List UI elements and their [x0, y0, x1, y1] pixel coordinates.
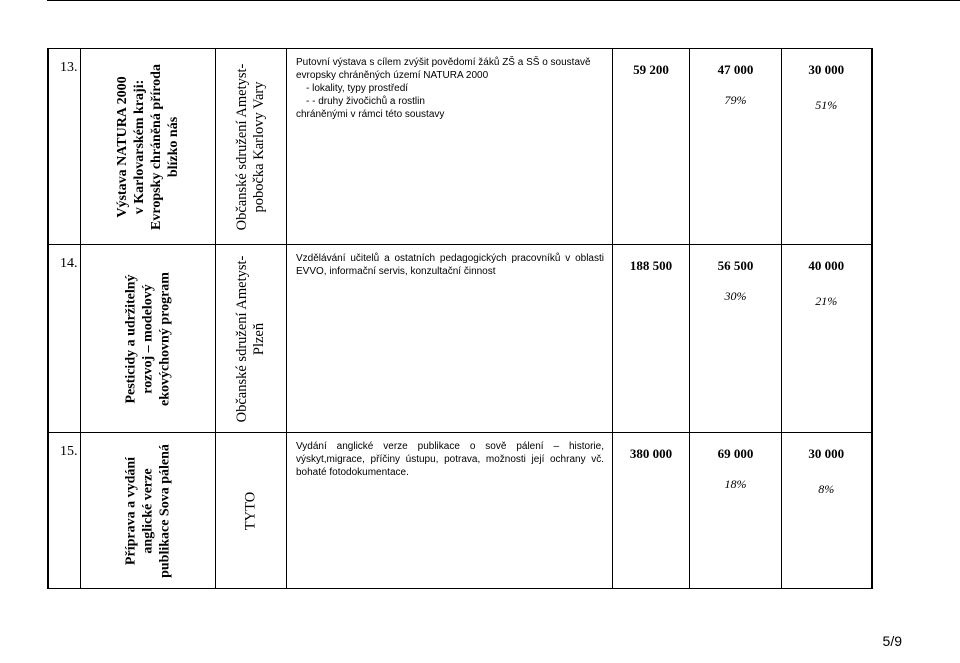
total-cost: 59 200	[633, 62, 669, 77]
project-title-cell	[81, 245, 216, 433]
project-description: Vzdělávání učitelů a ostatních pedagogických pracovníků v oblasti EVVO, informační servis, konzultační činnost	[296, 253, 604, 277]
row-number-cell	[48, 433, 81, 589]
project-title-cell	[81, 49, 216, 245]
project-title-cell	[81, 433, 216, 589]
total-cost: 188 500	[629, 258, 673, 273]
granted-amount: 30 000	[808, 62, 845, 77]
organization-name: TYTO	[242, 491, 259, 530]
project-description: Vydání anglické verze publikace o sově pálení – historie, výskyt,migrace, příčiny ústupu, potrava, možnosti její ochrany vč. bohaté fotodokumentace.	[296, 441, 604, 478]
granted-amount: 40 000	[808, 258, 845, 273]
total-cost-cell	[613, 433, 690, 589]
requested-amount: 47 000	[717, 62, 754, 77]
table-row	[48, 245, 872, 433]
description-cell	[287, 433, 613, 589]
row-number-cell	[48, 245, 81, 433]
granted-percent: 8%	[818, 482, 835, 496]
requested-cell	[690, 245, 782, 433]
organization-name: Občanské sdružení Ametyst- Plzeň	[234, 255, 267, 422]
organization-cell	[216, 433, 287, 589]
table-row	[48, 433, 872, 589]
description-cell	[287, 245, 613, 433]
organization-cell	[216, 245, 287, 433]
requested-amount: 69 000	[717, 446, 754, 461]
project-description: Putovní výstava s cílem zvýšit povědomí žáků ZŠ a SŠ o soustavě evropsky chráněných území NATURA 2000 - lokality, typy prostředí - - druhy živočichů a rostlin chráněnými v rámci této soustavy	[296, 57, 591, 120]
granted-percent: 21%	[815, 294, 838, 308]
organization-cell	[216, 49, 287, 245]
page-number: 5/9	[882, 633, 902, 649]
requested-cell	[690, 433, 782, 589]
granted-percent: 51%	[815, 98, 838, 112]
row-number-cell	[48, 49, 81, 245]
projects-table	[47, 48, 873, 589]
total-cost-cell	[613, 245, 690, 433]
granted-cell	[782, 245, 872, 433]
requested-cell	[690, 49, 782, 245]
granted-cell	[782, 433, 872, 589]
organization-name: Občanské sdružení Ametyst- pobočka Karlovy Vary	[234, 63, 267, 230]
table-row	[48, 49, 872, 245]
row-number: 14.	[60, 256, 78, 271]
granted-cell	[782, 49, 872, 245]
project-title: Výstava NATURA 2000 v Karlovarském kraji: Evropsky chráněná příroda blízko nás	[115, 63, 181, 230]
requested-percent: 79%	[724, 93, 747, 107]
row-number: 13.	[60, 60, 78, 75]
description-cell	[287, 49, 613, 245]
requested-amount: 56 500	[717, 258, 754, 273]
granted-amount: 30 000	[808, 446, 845, 461]
project-title: Příprava a vydání anglické verze publikace Sova pálená	[123, 443, 173, 578]
requested-percent: 18%	[724, 477, 747, 491]
row-number: 15.	[60, 444, 78, 459]
requested-percent: 30%	[724, 289, 747, 303]
project-title: Pesticidy a udržitelný rozvoj – modelový ekovýchovný program	[123, 271, 173, 406]
top-rule	[47, 0, 960, 1]
total-cost: 380 000	[629, 446, 673, 461]
total-cost-cell	[613, 49, 690, 245]
